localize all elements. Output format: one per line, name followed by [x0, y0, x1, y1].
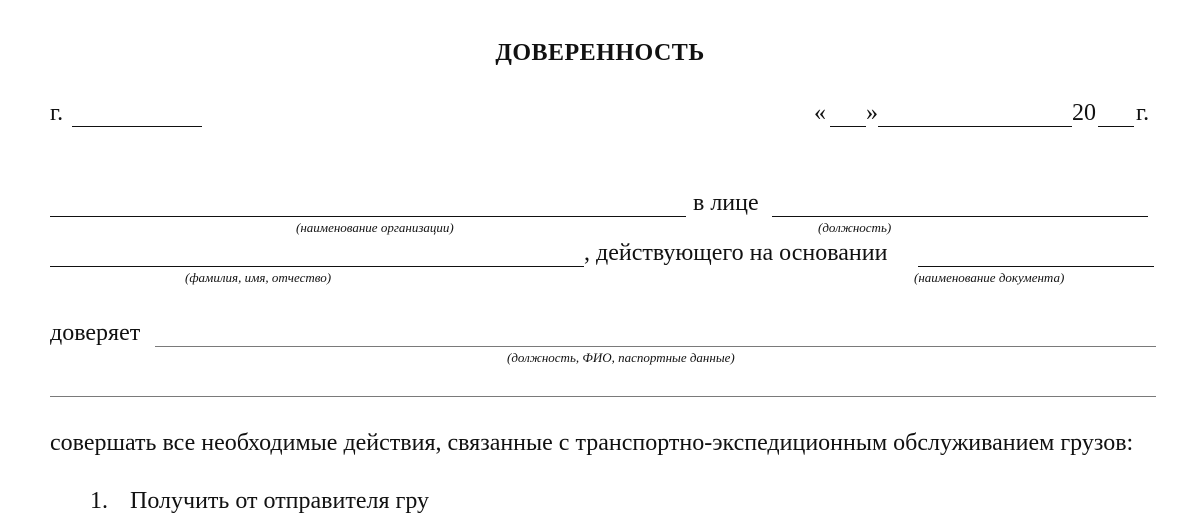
basis-document-blank-line [918, 266, 1154, 267]
organization-blank-line [50, 216, 686, 217]
full-name-blank-line [50, 266, 584, 267]
month-blank-line [878, 126, 1072, 127]
list-item-text: Получить от отправителя гру [130, 488, 430, 514]
year-prefix: 20 [1072, 100, 1096, 126]
trustee-continuation-line [50, 396, 1156, 397]
powers-text: совершать все необходимые действия, связанные с транспортно-экспедиционным обслуживанием грузов: [50, 430, 1134, 456]
position-blank-line [772, 216, 1148, 217]
day-blank-line [830, 126, 866, 127]
position-caption: (должность) [818, 220, 892, 235]
date-close-quote: » [866, 100, 878, 126]
trusts-label: доверяет [50, 320, 141, 346]
in-person-label: в лице [693, 190, 759, 216]
list-item-number: 1. [90, 488, 108, 514]
document-title: ДОВЕРЕННОСТЬ [495, 40, 705, 66]
acting-basis-label: , действующего на основании [584, 240, 888, 266]
year-suffix: г. [1136, 100, 1150, 126]
trustee-caption: (должность, ФИО, паспортные данные) [507, 350, 735, 365]
date-open-quote: « [814, 100, 826, 126]
city-blank-line [72, 126, 202, 127]
year-blank-line [1098, 126, 1134, 127]
document-name-caption: (наименование документа) [914, 270, 1065, 285]
full-name-caption: (фамилия, имя, отчество) [185, 270, 332, 285]
city-prefix: г. [50, 100, 64, 126]
trustee-blank-line [155, 346, 1156, 347]
organization-caption: (наименование организации) [296, 220, 454, 235]
